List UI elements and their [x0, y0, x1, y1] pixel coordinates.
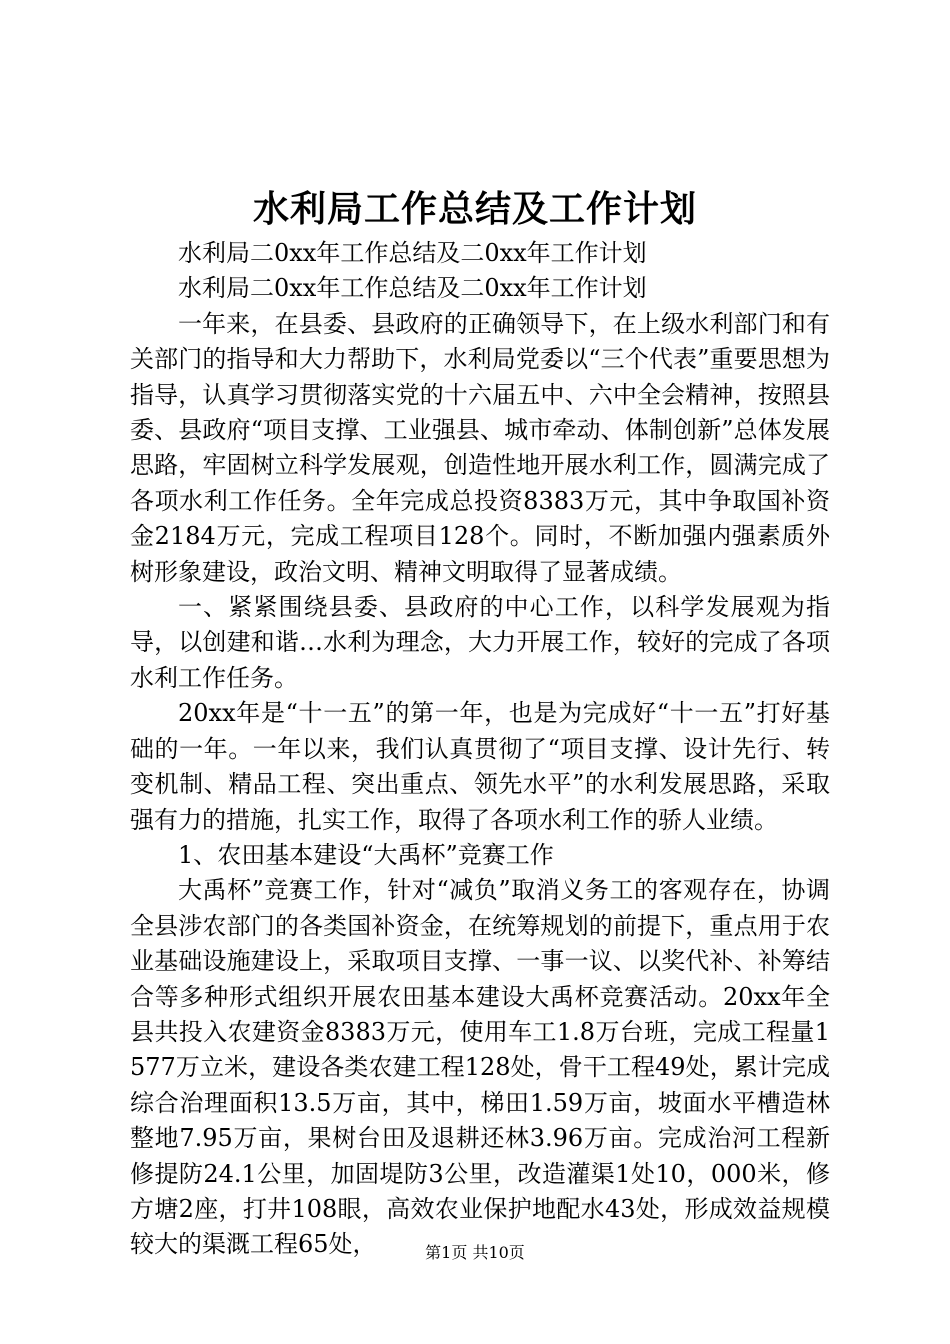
document-title: 水利局工作总结及工作计划	[252, 188, 697, 230]
subtitle-line: 水利局二0xx年工作总结及二0xx年工作计划	[178, 274, 647, 303]
body-paragraph: 大禹杯”竞赛工作，针对“减负”取消义务工的客观存在，协调全县涉农部门的各类国补资金，在统筹规划的前提下，重点用于农业基础设施建设上，采取项目支撑、一事一议、以奖代补、补筹结合等多种形式组织开展农田基本建设大禹杯竞赛活动。20xx年全县共投入农建资金8383万元，使用车工1.8万台班，完成工程量1577万立米，建设各类农建工程128处，骨干工程49处，累计完成综合治理面积13.5万亩，其中，梯田1.59万亩，坡面水平槽造林整地7.95万亩，果树台田及退耕还林3.96万亩。完成治河工程新修提防24.1公里，加固堤防3公里，改造灌渠1处10，000米，修方塘2座，打井108眼，高效农业保护地配水43处，形成效益规模较大的渠溉工程65处，	[130, 876, 830, 1259]
body-paragraph: 一年来，在县委、县政府的正确领导下，在上级水利部门和有关部门的指导和大力帮助下，水利局党委以“三个代表”重要思想为指导，认真学习贯彻落实党的十六届五中、六中全会精神，按照县委、县政府“项目支撑、工业强县、城市牵动、体制创新”总体发展思路，牢固树立科学发展观，创造性地开展水利工作，圆满完成了各项水利工作任务。全年完成总投资8383万元，其中争取国补资金2184万元，完成工程项目128个。同时，不断加强内强素质外树形象建设，政治文明、精神文明取得了显著成绩。	[130, 309, 830, 586]
page-footer: 第1页 共10页	[425, 1243, 525, 1262]
body-paragraph: 20xx年是“十一五”的第一年，也是为完成好“十一五”打好基础的一年。一年以来，我们认真贯彻了“项目支撑、设计先行、转变机制、精品工程、突出重点、领先水平”的水利发展思路，采取强有力的措施，扎实工作，取得了各项水利工作的骄人业绩。	[130, 699, 830, 834]
document-body	[130, 236, 830, 1263]
section-heading: 一、紧紧围绕县委、县政府的中心工作，以科学发展观为指导，以创建和谐…水利为理念，大力开展工作，较好的完成了各项水利工作任务。	[130, 593, 830, 692]
subsection-heading: 1、农田基本建设“大禹杯”竞赛工作	[178, 840, 554, 869]
subtitle-line: 水利局二0xx年工作总结及二0xx年工作计划	[178, 239, 647, 267]
